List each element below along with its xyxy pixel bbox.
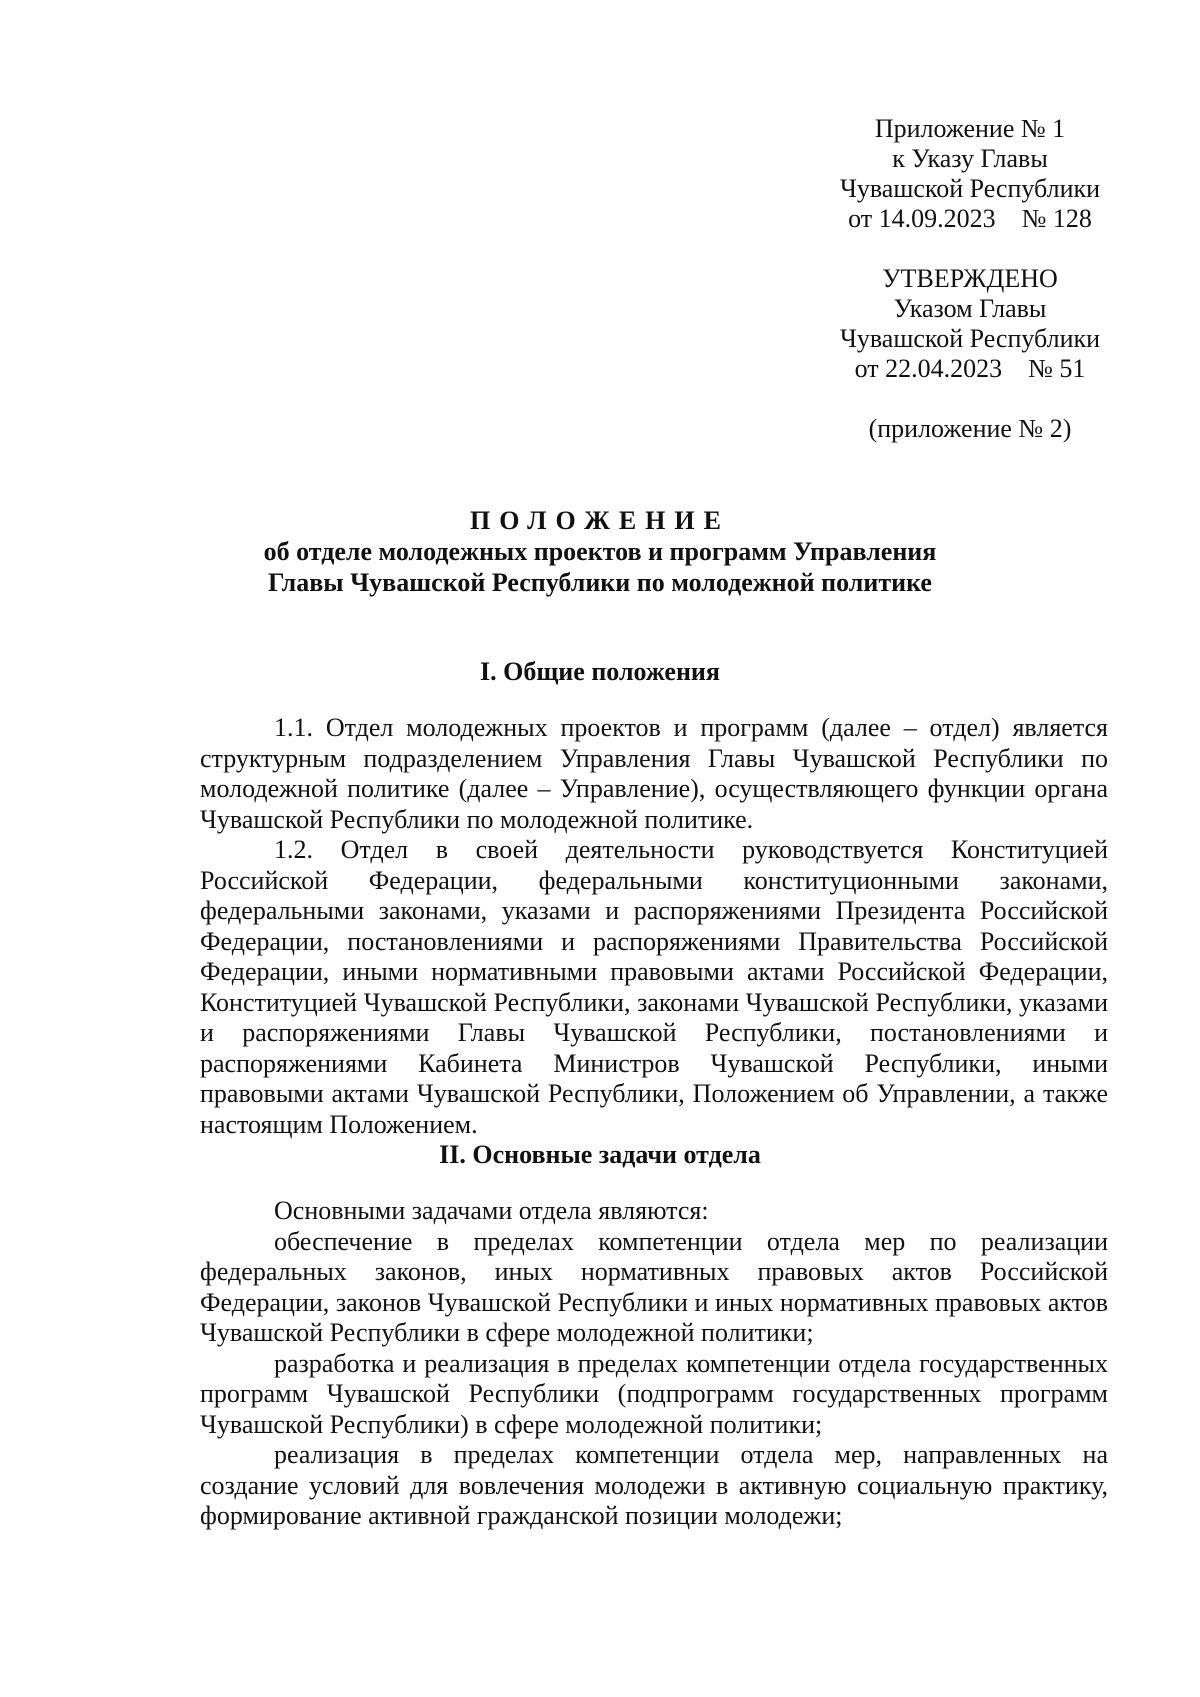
approved-stamp	[790, 264, 1150, 384]
document-title	[0, 505, 1200, 598]
appendix-note	[790, 414, 1150, 444]
appendix-line-4: от 14.09.2023 № 128	[848, 204, 1092, 233]
section-2-paragraph: реализация в пределах компетенции отдела мер, направленных на создание условий для вовлечения молодежи в активную социальную практику, формирование активной гражданской позиции молодежи;	[200, 1440, 1108, 1530]
document-title-line-3: Главы Чувашской Республики по молодежной политике	[268, 568, 932, 597]
appendix-line-2: к Указу Главы	[892, 144, 1048, 173]
section-1-paragraph: 1.2. Отдел в своей деятельности руководствуется Конституцией Российской Федерации, федеральными конституционными законами, федеральными законами, указами и распоряжениями Президента Российской Федерации, постановлениями и распоряжениями Правительства Российской Федерации, иными нормативными правовыми актами Российской Федерации, Конституцией Чувашской Республики, законами Чувашской Республики, указами и распоряжениями Главы Чувашской Республики, постановлениями и распоряжениями Кабинета Министров Чувашской Республики, иными правовыми актами Чувашской Республики, Положением об Управлении, а также настоящим Положением.	[200, 835, 1108, 1139]
section-2-paragraph: Основными задачами отдела являются:	[274, 1196, 709, 1225]
appendix-line-1: Приложение № 1	[874, 114, 1066, 143]
approved-line-1: УТВЕРЖДЕНО	[882, 264, 1058, 293]
section-1-heading: I. Общие положения	[480, 657, 720, 686]
approved-line-2: Указом Главы	[893, 294, 1047, 323]
section-1-paragraph: 1.1. Отдел молодежных проектов и программ (далее – отдел) является структурным подразделением Управления Главы Чувашской Республики по молодежной политике (далее – Управление), осуществляющего функции органа Чувашской Республики по молодежной политике.	[200, 713, 1108, 834]
approved-line-3: Чувашской Республики	[839, 324, 1101, 353]
section-2-paragraph: обеспечение в пределах компетенции отдела мер по реализации федеральных законов, иных нормативных правовых актов Российской Федерации, законов Чувашской Республики и иных нормативных правовых актов Чувашской Республики в сфере молодежной политики;	[200, 1226, 1108, 1347]
section-2-paragraph: разработка и реализация в пределах компетенции отдела государственных программ Чувашской Республики (подпрограмм государственных программ Чувашской Республики) в сфере молодежной политики;	[200, 1348, 1108, 1439]
section-1-body	[200, 713, 1108, 1140]
section-2-heading: II. Основные задачи отдела	[439, 1140, 761, 1169]
appendix-line-3: Чувашской Республики	[839, 174, 1101, 203]
document-title-line-2: об отделе молодежных проектов и программ Управления	[263, 537, 937, 566]
appendix-note-text: (приложение № 2)	[868, 414, 1072, 443]
approved-line-4: от 22.04.2023 № 51	[854, 354, 1086, 383]
appendix-stamp	[790, 114, 1150, 234]
section-2-body	[200, 1196, 1108, 1532]
document-title-word: ПОЛОЖЕНИЕ	[470, 506, 730, 535]
